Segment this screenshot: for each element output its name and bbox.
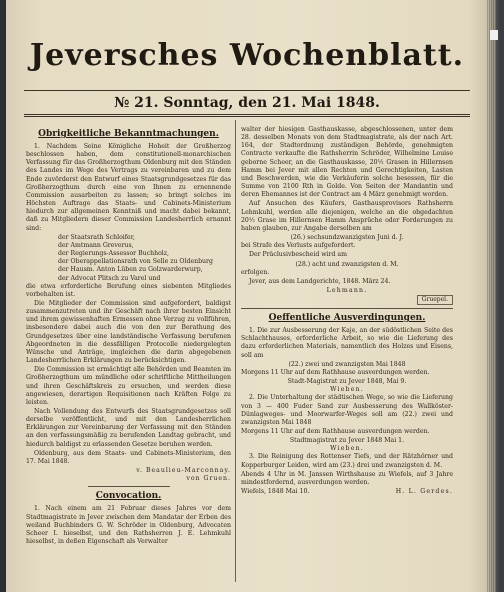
tender-3-text: 3. Die Reinigung des Rottenser Tiefs, und der Rätzhörner und Kopperburger Leiden, wird am (23.) drei und zwanzigsten d. M.	[241, 453, 453, 469]
signature-gerdes: H. L. Gerdes.	[395, 488, 453, 496]
section-divider	[241, 308, 453, 309]
member-item: der Staatsrath Schloifer,	[58, 233, 135, 241]
heading-official-notices: Obrigkeitliche Bekanntmachungen.	[38, 129, 219, 139]
tender-1-date: (22.) zwei und zwanzigsten Mai 1848	[288, 360, 406, 368]
column-divider	[235, 120, 236, 582]
tender-1-text: 1. Die zur Ausbesserung der Kaje, an der südöstlichen Seite des Schlachthauses, erforderliche Arbeit, so wie die Lieferung des dazu erforderlichen Materials, namentlich des Holzes und Eisens, soll am	[241, 327, 453, 359]
page-tab	[490, 30, 498, 40]
convocation-continued: walter der hiesigen Gasthauskasse, abgeschlossenen, unter dem 28. desselben Monats von dem Stadtmagistrate, als der nach Art. 164, der Stadtordnung zuständigen Behörde, genehmigten Contracte verkaufte die Rathsherrin Schröder, Wilhelmine Louise geborne Scheer, an die Gasthauskasse, 20½ Grasen in Hillernsen Hamm bei Jever mit allen Rechten und Gerechtigkeiten, Lasten und Beschwerden, wie die Verkäuferin solche besessen, für die Summe von 2100 Rth in Golde. Von Seiten der Mandantin und deren Ehemannes ist der Contract am 4 März genehmigt worden.	[241, 126, 453, 199]
section-divider	[88, 486, 170, 487]
masthead-rule-top	[24, 90, 470, 91]
tender-1-place: Stadt-Magistrat zu Jever 1848, Mai 9.	[287, 378, 407, 386]
notice-1-authority: Die Commission ist ermächtigt alle Behörden und Beamten im Großherzogthum um mündliche oder schriftliche Mittheilungen und ihren Geschäftskreis zu ersuchen, und werden diese angewiesen, derartigen Requisitionen nach Kräften Folge zu leisten.	[26, 366, 231, 406]
convocation-penalty: bei Strafe des Verlusts aufgefordert.	[241, 242, 356, 250]
masthead-rule-bottom	[24, 114, 470, 117]
signature-gruepel: Gruepel.	[241, 295, 453, 305]
convocation-follow: erfolgen.	[241, 268, 270, 276]
signature-lehmann: Lehmann.	[326, 286, 368, 294]
tender-3-time: Abends 4 Uhr in M. Janssen Wirthshause zu Wiefels, auf 3 Jahre mindestfordernd, ausverdungen werden.	[241, 470, 453, 486]
member-item: der Oberappellationsrath von Selle zu Oldenburg	[58, 258, 213, 266]
heading-convocation: Convocation.	[95, 491, 162, 502]
book-page-edges	[486, 0, 496, 592]
issue-date: Sonntag, den 21. Mai 1848.	[163, 95, 380, 111]
member-item: der Regierungs-Assessor Buchholz,	[58, 250, 170, 258]
signature-wieben-2: Wieben.	[330, 445, 364, 453]
convocation-date-1: (26.) sechsundzwanzigsten Juni d. J.	[290, 234, 404, 242]
convocation-text: 1. Nach einem am 21 Februar dieses Jahres vor dem Stadtmagistrate in Jever zwischen dem Mandatar der Erben des weiland Buchbinders G. W. Schröder in Oldenburg, Advocaten Scheer I. hieselbst, und den Rathsherren J. E. Lehmkuhl hieselbst, in deßen Eigenschaft als Verwalter	[26, 505, 231, 546]
newspaper-page	[10, 8, 484, 588]
tender-2-time: Morgens 11 Uhr auf dem Rathhause ausverdungen werden.	[241, 428, 430, 435]
notice-1-completion: Nach Vollendung des Entwurfs des Staatsgrundgesetzes soll derselbe veröffentlicht, und mit den Landesherrlichen Erklärungen zur Vereinbarung der Verfassung mit den Ständen an den verfassungsmäßig zu berufenden Landtag gebracht, und hiedurch baldigst zu erlassenden Gesetze beruhen werden.	[26, 408, 231, 448]
commission-members	[26, 234, 231, 283]
heading-public-tenders: Oeffentliche Ausverdingungen.	[268, 313, 426, 324]
tender-2-text: 2. Die Unterhaltung der städtischen Wege, so wie die Lieferung von 3 — 400 Fuder Sand zur Ausbesserung des Wallköster-Dünlagweges- und Moorwarfer-Weges soll am (22.) zwei und zwanzigsten Mai 1848	[241, 394, 453, 426]
notice-1-reserve: die etwa erforderliche Berufung eines siebenten Mitgliedes vorbehalten ist.	[26, 282, 231, 298]
notice-1-place: Oldenburg, aus dem Staats- und Cabinets-Ministerium, den 17. Mai 1848.	[26, 449, 231, 465]
masthead-title: Jeversches Wochenblatt.	[29, 38, 465, 73]
tender-1-time: Morgens 11 Uhr auf dem Rathhause ausverdungen werden.	[241, 368, 430, 376]
convocation-date-2: (28.) acht und zwanzigsten d. M.	[295, 260, 399, 268]
right-column	[241, 126, 453, 496]
convocation-summons: Auf Ansuchen des Käufers, Gasthausprovisors Rathsherrn Lehmkuhl, werden alle diejenigen, welche an die obgedachten 20½ Grase im Hillernsen Hamm Ansprüche oder Forderungen zu haben glauben, zur Angabe derselben am	[241, 200, 453, 232]
issue-number: № 21.	[114, 95, 159, 111]
tender-3-footer	[241, 488, 453, 496]
member-item: der Amtmann Greverus,	[58, 241, 134, 249]
convocation-place: Jever, aus dem Landgerichte, 1848. März 24.	[249, 277, 391, 285]
signature-wieben-1: Wieben.	[330, 386, 364, 394]
member-item: der Hausm. Anton Lüben zu Golzwarderwurp,	[58, 266, 203, 274]
notice-1-intro: 1. Nachdem Seine Königliche Hoheit der Großherzog beschlossen haben, dem constitutionell-monarchischen Verfassung für das Großherzogthum Oldenburg mit den Ständen des Landes im Wege des Vertrags zu vereinbaren und zu dem Ende zuvörderst den Entwurf eines Staatsgrundgesetzes für das Großherzogthum durch eine von Ihnen zu ernennende Commission ausarbeiten zu lassen; so bringt solches im Höchsten Auftrage das Staats- und Cabinets-Ministerium hiedurch zur allgemeinen Kenntniß und macht dabei bekannt, daß zu Mitgliedern dieser Commission Landesherrlich ernannt sind:	[26, 143, 231, 232]
convocation-preclusive: Der Präclusivbescheid wird am	[249, 251, 347, 259]
notice-1-instructions: Die Mitglieder der Commission sind aufgefordert, baldigst zusammenzutreten und ihr Geschäft nach ihrer besten Einsicht und ihrem gewissenhaften Ermessen ohne Verzug zu vollführen, insbesondere dabei auch die von den zur Berathung des Grundgesetzes über eine landständische Verfassung berufenen Abgeordneten in die dessfälligen Protocolle niedergelegten Wünsche und Anträge, imgleichen die darin abgegebenen Landesherrlichen Erklärungen zu berücksichtigen.	[26, 299, 231, 365]
issue-line	[10, 95, 484, 111]
left-column	[26, 126, 231, 547]
signature-gruen: von Gruen.	[186, 475, 231, 483]
tender-2-place: Stadtmagistrat zu Jever 1848 Mai 1.	[289, 437, 405, 445]
signature-beaulieu: v. Beaulieu-Marconnay.	[136, 467, 231, 475]
tender-3-place: Wiefels, 1848 Mai 10.	[241, 488, 310, 496]
member-item: der Advocat Plitsch zu Varel und	[58, 274, 161, 282]
